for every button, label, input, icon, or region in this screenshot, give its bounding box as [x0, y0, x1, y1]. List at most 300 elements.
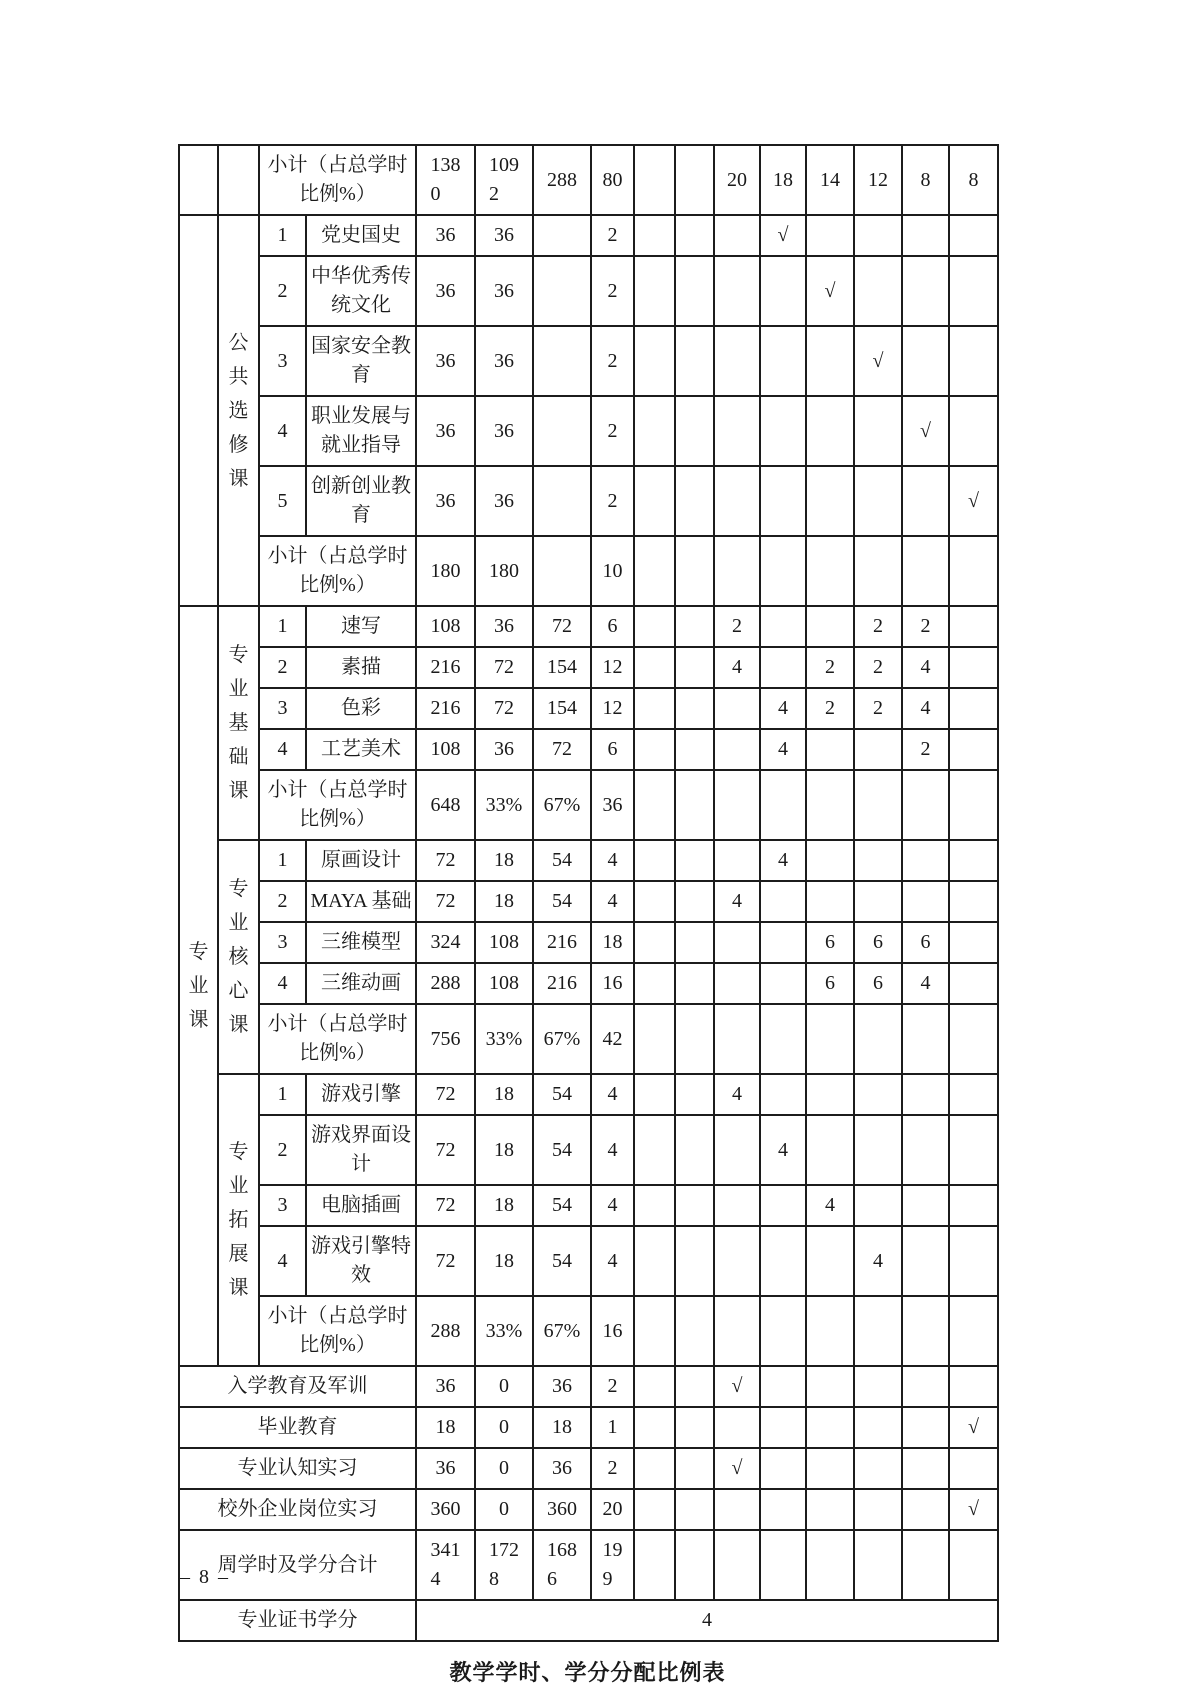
- empty-cell: [714, 1296, 760, 1366]
- table-area: [178, 144, 997, 1684]
- value-cell: 4: [806, 1185, 854, 1226]
- empty-cell: [854, 215, 902, 256]
- table-row: [179, 647, 998, 688]
- empty-cell: [949, 326, 998, 396]
- practice-hours-cell: 1686: [533, 1530, 591, 1600]
- empty-cell: [949, 396, 998, 466]
- value-cell: 2: [591, 256, 634, 326]
- course-name-cell: 党史国史: [306, 215, 416, 256]
- value-cell: 180: [416, 536, 475, 606]
- value-cell: 6: [854, 922, 902, 963]
- checkmark-cell: √: [902, 396, 949, 466]
- empty-cell: [179, 215, 218, 606]
- value-cell: 4: [760, 840, 806, 881]
- table-row: [179, 1185, 998, 1226]
- course-name-cell: 素描: [306, 647, 416, 688]
- empty-cell: [714, 1226, 760, 1296]
- value-cell: 36: [416, 396, 475, 466]
- empty-cell: [760, 256, 806, 326]
- value-cell: 36: [475, 606, 533, 647]
- empty-cell: [854, 881, 902, 922]
- value-cell: 36: [475, 729, 533, 770]
- empty-cell: [760, 1530, 806, 1600]
- empty-cell: [949, 840, 998, 881]
- empty-cell: [634, 1366, 675, 1407]
- curriculum-table-body: [179, 145, 998, 1641]
- value-cell: 4: [902, 963, 949, 1004]
- empty-cell: [675, 1226, 714, 1296]
- empty-cell: [675, 1530, 714, 1600]
- value-cell: 67%: [533, 770, 591, 840]
- empty-cell: [533, 215, 591, 256]
- empty-cell: [634, 396, 675, 466]
- course-index-cell: 1: [259, 840, 306, 881]
- checkmark-cell: √: [949, 1489, 998, 1530]
- value-cell: 4: [591, 1115, 634, 1185]
- empty-cell: [634, 840, 675, 881]
- empty-cell: [854, 466, 902, 536]
- value-cell: 72: [416, 1185, 475, 1226]
- value-cell: 36: [533, 1448, 591, 1489]
- grand-total-label-cell: 周学时及学分合计: [179, 1530, 416, 1600]
- empty-cell: [902, 1296, 949, 1366]
- value-cell: 72: [416, 1115, 475, 1185]
- empty-cell: [675, 536, 714, 606]
- empty-cell: [760, 647, 806, 688]
- empty-cell: [760, 1185, 806, 1226]
- empty-cell: [760, 770, 806, 840]
- table-row: [179, 1226, 998, 1296]
- table-row: [179, 688, 998, 729]
- empty-cell: [854, 1448, 902, 1489]
- value-cell: 4: [854, 1226, 902, 1296]
- empty-cell: [714, 1530, 760, 1600]
- empty-cell: [806, 1448, 854, 1489]
- empty-cell: [949, 729, 998, 770]
- value-cell: 4: [591, 1185, 634, 1226]
- value-cell: 33%: [475, 770, 533, 840]
- empty-cell: [714, 840, 760, 881]
- empty-cell: [902, 536, 949, 606]
- value-cell: 108: [416, 606, 475, 647]
- value-cell: 1: [591, 1407, 634, 1448]
- empty-cell: [949, 688, 998, 729]
- value-cell: 36: [533, 1366, 591, 1407]
- value-cell: 0: [475, 1366, 533, 1407]
- value-cell: 2: [591, 326, 634, 396]
- course-name-cell: 三维动画: [306, 963, 416, 1004]
- checkmark-cell: √: [854, 326, 902, 396]
- value-cell: 2: [591, 215, 634, 256]
- value-cell: 54: [533, 1226, 591, 1296]
- value-cell: 2: [806, 688, 854, 729]
- empty-cell: [854, 840, 902, 881]
- empty-cell: [902, 1074, 949, 1115]
- empty-cell: [714, 326, 760, 396]
- checkmark-cell: √: [760, 215, 806, 256]
- table-row: [179, 963, 998, 1004]
- empty-cell: [854, 729, 902, 770]
- empty-cell: [902, 1226, 949, 1296]
- empty-cell: [179, 145, 218, 215]
- empty-cell: [675, 688, 714, 729]
- empty-cell: [806, 770, 854, 840]
- table-row: [179, 1407, 998, 1448]
- empty-cell: [714, 215, 760, 256]
- value-cell: 756: [416, 1004, 475, 1074]
- course-index-cell: 4: [259, 963, 306, 1004]
- value-cell: 67%: [533, 1296, 591, 1366]
- value-cell: 0: [475, 1407, 533, 1448]
- value-cell: 18: [475, 1074, 533, 1115]
- empty-cell: [854, 1489, 902, 1530]
- value-cell: 36: [416, 1448, 475, 1489]
- value-cell: 12: [591, 647, 634, 688]
- empty-cell: [533, 536, 591, 606]
- empty-cell: [714, 688, 760, 729]
- value-cell: 0: [475, 1448, 533, 1489]
- empty-cell: [634, 1185, 675, 1226]
- checkmark-cell: √: [949, 466, 998, 536]
- table-row: [179, 1366, 998, 1407]
- value-cell: 36: [416, 256, 475, 326]
- empty-cell: [675, 922, 714, 963]
- value-cell: 18: [591, 922, 634, 963]
- empty-cell: [902, 770, 949, 840]
- empty-cell: [760, 1407, 806, 1448]
- value-cell: 108: [416, 729, 475, 770]
- empty-cell: [675, 1366, 714, 1407]
- table-row: [179, 256, 998, 326]
- table-row: [179, 606, 998, 647]
- value-cell: 108: [475, 922, 533, 963]
- empty-cell: [714, 922, 760, 963]
- empty-cell: [806, 1489, 854, 1530]
- course-name-cell: 中华优秀传统文化: [306, 256, 416, 326]
- table-row: [179, 1489, 998, 1530]
- value-cell: 42: [591, 1004, 634, 1074]
- empty-cell: [533, 326, 591, 396]
- value-cell: 10: [591, 536, 634, 606]
- value-cell: 54: [533, 881, 591, 922]
- value-cell: 4: [591, 1074, 634, 1115]
- value-cell: 36: [475, 215, 533, 256]
- empty-cell: [675, 963, 714, 1004]
- empty-cell: [675, 1115, 714, 1185]
- value-cell: 2: [902, 606, 949, 647]
- empty-cell: [675, 1448, 714, 1489]
- empty-cell: [675, 647, 714, 688]
- empty-cell: [806, 1366, 854, 1407]
- empty-cell: [854, 1004, 902, 1074]
- empty-cell: [714, 963, 760, 1004]
- course-name-cell: 速写: [306, 606, 416, 647]
- table-caption: 教学学时、学分分配比例表: [449, 1660, 726, 1684]
- empty-cell: [714, 729, 760, 770]
- table-row: [179, 1004, 998, 1074]
- empty-cell: [854, 1296, 902, 1366]
- empty-cell: [902, 840, 949, 881]
- value-cell: 36: [475, 396, 533, 466]
- certificate-credits-value-cell: 4: [416, 1600, 998, 1641]
- empty-cell: [533, 256, 591, 326]
- empty-cell: [806, 1115, 854, 1185]
- table-row: [179, 1448, 998, 1489]
- empty-cell: [760, 1366, 806, 1407]
- course-name-cell: 电脑插画: [306, 1185, 416, 1226]
- empty-cell: [902, 1004, 949, 1074]
- empty-cell: [760, 1226, 806, 1296]
- category-label-cell: 专业拓展课: [218, 1074, 259, 1366]
- empty-cell: [949, 606, 998, 647]
- value-cell: 18: [533, 1407, 591, 1448]
- empty-cell: [902, 256, 949, 326]
- value-cell: 72: [533, 606, 591, 647]
- course-index-cell: 2: [259, 256, 306, 326]
- empty-cell: [634, 729, 675, 770]
- empty-cell: [949, 1074, 998, 1115]
- empty-cell: [634, 1407, 675, 1448]
- course-index-cell: 3: [259, 922, 306, 963]
- table-row: [179, 1600, 998, 1641]
- value-cell: 4: [714, 647, 760, 688]
- value-cell: 72: [416, 840, 475, 881]
- value-cell: 18: [475, 1115, 533, 1185]
- value-cell: 288: [416, 963, 475, 1004]
- empty-cell: [714, 770, 760, 840]
- value-cell: 12: [591, 688, 634, 729]
- empty-cell: [675, 1489, 714, 1530]
- total-hours-cell: 1380: [416, 145, 475, 215]
- value-cell: 36: [475, 466, 533, 536]
- value-cell: 288: [416, 1296, 475, 1366]
- empty-cell: [634, 1530, 675, 1600]
- value-cell: 6: [806, 922, 854, 963]
- empty-cell: [634, 1296, 675, 1366]
- empty-cell: [760, 1004, 806, 1074]
- checkmark-cell: √: [806, 256, 854, 326]
- value-cell: 216: [533, 922, 591, 963]
- empty-cell: [854, 1185, 902, 1226]
- course-index-cell: 2: [259, 881, 306, 922]
- value-cell: 2: [806, 647, 854, 688]
- value-cell: 54: [533, 1074, 591, 1115]
- activity-name-cell: 入学教育及军训: [179, 1366, 416, 1407]
- week-hours-cell: 20: [714, 145, 760, 215]
- value-cell: 2: [714, 606, 760, 647]
- checkmark-cell: √: [714, 1366, 760, 1407]
- table-row: [179, 840, 998, 881]
- value-cell: 6: [854, 963, 902, 1004]
- value-cell: 216: [416, 688, 475, 729]
- value-cell: 18: [475, 1185, 533, 1226]
- week-hours-cell: 14: [806, 145, 854, 215]
- value-cell: 18: [475, 1226, 533, 1296]
- table-row: [179, 922, 998, 963]
- table-row: [179, 326, 998, 396]
- value-cell: 648: [416, 770, 475, 840]
- empty-cell: [854, 1074, 902, 1115]
- empty-cell: [714, 396, 760, 466]
- value-cell: 108: [475, 963, 533, 1004]
- value-cell: 6: [902, 922, 949, 963]
- table-row: [179, 215, 998, 256]
- theory-hours-cell: 1728: [475, 1530, 533, 1600]
- credits-cell: 80: [591, 145, 634, 215]
- value-cell: 0: [475, 1489, 533, 1530]
- category-label-cell: 专业课: [179, 606, 218, 1366]
- empty-cell: [760, 1296, 806, 1366]
- empty-cell: [949, 647, 998, 688]
- empty-cell: [949, 1448, 998, 1489]
- empty-cell: [806, 536, 854, 606]
- subtotal-label-cell: 小计（占总学时比例%）: [259, 1296, 416, 1366]
- empty-cell: [675, 1004, 714, 1074]
- table-row: [179, 770, 998, 840]
- empty-cell: [949, 1530, 998, 1600]
- empty-cell: [806, 1530, 854, 1600]
- value-cell: 2: [591, 466, 634, 536]
- course-index-cell: 3: [259, 688, 306, 729]
- empty-cell: [949, 1004, 998, 1074]
- value-cell: 4: [714, 881, 760, 922]
- empty-cell: [760, 1074, 806, 1115]
- empty-cell: [634, 1448, 675, 1489]
- empty-cell: [760, 326, 806, 396]
- value-cell: 72: [416, 1074, 475, 1115]
- value-cell: 4: [902, 647, 949, 688]
- course-name-cell: 创新创业教育: [306, 466, 416, 536]
- category-label-cell: 公共选修课: [218, 215, 259, 606]
- empty-cell: [949, 1115, 998, 1185]
- table-row: [179, 536, 998, 606]
- empty-cell: [714, 1185, 760, 1226]
- empty-cell: [714, 256, 760, 326]
- table-row: [179, 396, 998, 466]
- value-cell: 2: [591, 1448, 634, 1489]
- course-index-cell: 1: [259, 606, 306, 647]
- empty-cell: [949, 963, 998, 1004]
- empty-cell: [675, 326, 714, 396]
- empty-cell: [714, 466, 760, 536]
- week-hours-cell: 12: [854, 145, 902, 215]
- empty-cell: [902, 215, 949, 256]
- empty-cell: [714, 1407, 760, 1448]
- empty-cell: [760, 922, 806, 963]
- value-cell: 216: [416, 647, 475, 688]
- empty-cell: [854, 1366, 902, 1407]
- empty-cell: [806, 729, 854, 770]
- empty-cell: [949, 881, 998, 922]
- empty-cell: [902, 1115, 949, 1185]
- empty-cell: [902, 1185, 949, 1226]
- empty-cell: [634, 326, 675, 396]
- empty-cell: [949, 922, 998, 963]
- course-name-cell: 原画设计: [306, 840, 416, 881]
- category-label-cell: 专业核心课: [218, 840, 259, 1074]
- value-cell: 2: [854, 606, 902, 647]
- empty-cell: [854, 396, 902, 466]
- course-name-cell: 工艺美术: [306, 729, 416, 770]
- empty-cell: [806, 396, 854, 466]
- table-row: [179, 1296, 998, 1366]
- empty-cell: [760, 536, 806, 606]
- empty-cell: [760, 396, 806, 466]
- value-cell: 72: [416, 1226, 475, 1296]
- empty-cell: [634, 466, 675, 536]
- empty-cell: [675, 1407, 714, 1448]
- empty-cell: [675, 145, 714, 215]
- value-cell: 36: [591, 770, 634, 840]
- empty-cell: [634, 536, 675, 606]
- value-cell: 324: [416, 922, 475, 963]
- value-cell: 36: [416, 215, 475, 256]
- subtotal-label-cell: 小计（占总学时比例%）: [259, 536, 416, 606]
- value-cell: 72: [533, 729, 591, 770]
- empty-cell: [806, 215, 854, 256]
- subtotal-label-cell: 小计（占总学时比例%）: [259, 1004, 416, 1074]
- curriculum-table: [178, 144, 999, 1642]
- course-name-cell: 游戏引擎: [306, 1074, 416, 1115]
- value-cell: 16: [591, 1296, 634, 1366]
- empty-cell: [902, 1366, 949, 1407]
- empty-cell: [902, 1407, 949, 1448]
- value-cell: 72: [416, 881, 475, 922]
- empty-cell: [902, 1448, 949, 1489]
- empty-cell: [533, 466, 591, 536]
- empty-cell: [854, 1407, 902, 1448]
- empty-cell: [675, 466, 714, 536]
- empty-cell: [634, 770, 675, 840]
- empty-cell: [806, 326, 854, 396]
- empty-cell: [634, 215, 675, 256]
- empty-cell: [806, 1407, 854, 1448]
- category-label-cell: 专业基础课: [218, 606, 259, 840]
- empty-cell: [634, 145, 675, 215]
- value-cell: 6: [591, 606, 634, 647]
- activity-name-cell: 校外企业岗位实习: [179, 1489, 416, 1530]
- empty-cell: [675, 1185, 714, 1226]
- value-cell: 33%: [475, 1004, 533, 1074]
- value-cell: 360: [533, 1489, 591, 1530]
- empty-cell: [806, 881, 854, 922]
- value-cell: 2: [591, 1366, 634, 1407]
- empty-cell: [634, 256, 675, 326]
- empty-cell: [714, 1004, 760, 1074]
- value-cell: 2: [591, 396, 634, 466]
- value-cell: 6: [591, 729, 634, 770]
- course-name-cell: 游戏界面设计: [306, 1115, 416, 1185]
- empty-cell: [949, 770, 998, 840]
- total-hours-cell: 3414: [416, 1530, 475, 1600]
- empty-cell: [714, 536, 760, 606]
- activity-name-cell: 毕业教育: [179, 1407, 416, 1448]
- empty-cell: [675, 840, 714, 881]
- value-cell: 67%: [533, 1004, 591, 1074]
- course-index-cell: 2: [259, 1115, 306, 1185]
- value-cell: 16: [591, 963, 634, 1004]
- empty-cell: [854, 1530, 902, 1600]
- value-cell: 36: [475, 326, 533, 396]
- empty-cell: [902, 1489, 949, 1530]
- page-number: – 8 –: [180, 1566, 230, 1588]
- subtotal-label-cell: 小计（占总学时比例%）: [259, 770, 416, 840]
- table-row: [179, 1530, 998, 1600]
- checkmark-cell: √: [949, 1407, 998, 1448]
- empty-cell: [634, 1004, 675, 1074]
- value-cell: 2: [854, 688, 902, 729]
- table-row: [179, 145, 998, 215]
